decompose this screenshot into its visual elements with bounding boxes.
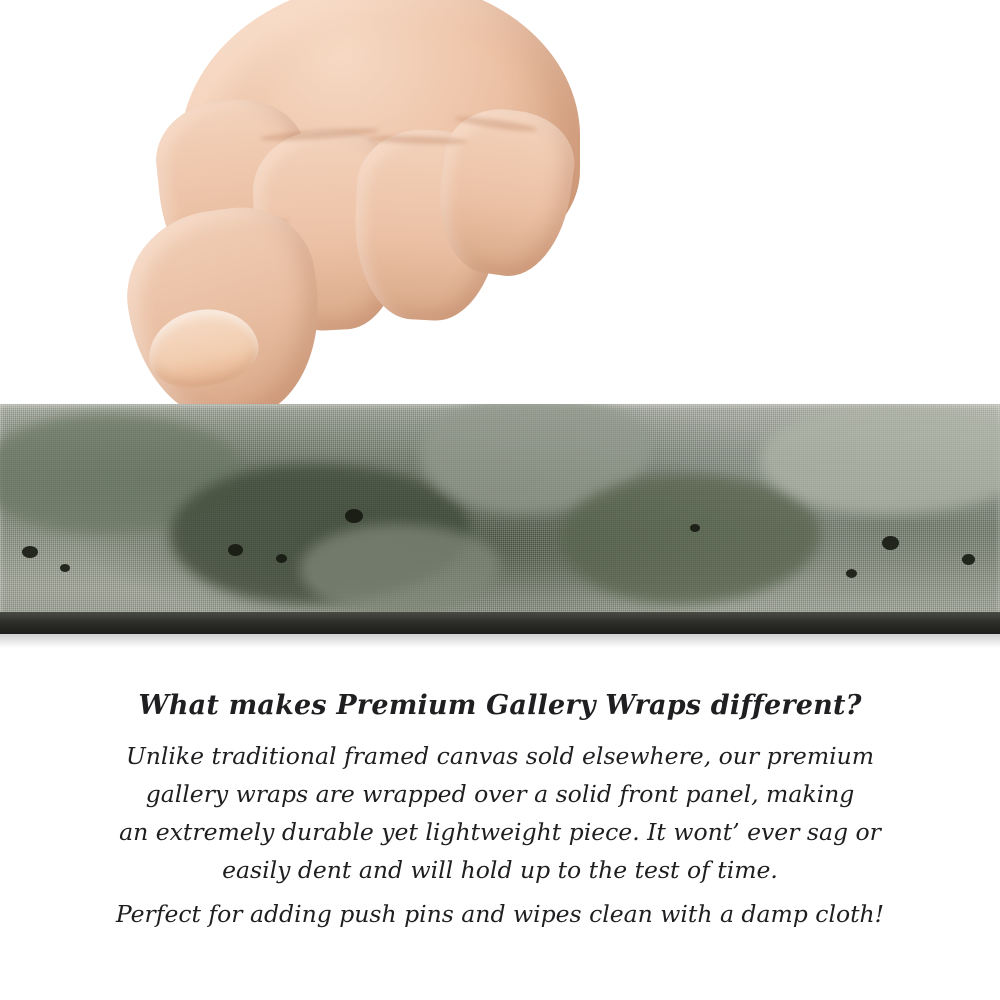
canvas-texture-splotch	[300, 524, 500, 614]
caption-line-1: Unlike traditional framed canvas sold elsewhere, our premium	[125, 742, 875, 770]
canvas-speck	[276, 554, 287, 563]
caption-closing-line: Perfect for adding push pins and wipes clean with a damp cloth!	[115, 900, 885, 929]
caption-line-3: an extremely durable yet lightweight piece. It wont’ ever sag or	[119, 818, 881, 847]
caption-heading: What makes Premium Gallery Wraps different?	[138, 690, 862, 721]
canvas-wrap-edge	[0, 404, 1000, 622]
hand-illustration	[120, 0, 600, 420]
canvas-texture-splotch	[560, 474, 820, 604]
canvas-speck	[60, 564, 70, 572]
caption-line-2: gallery wraps are wrapped over a solid front panel, making	[145, 780, 855, 809]
canvas-speck	[22, 546, 38, 558]
canvas-speck	[962, 554, 975, 565]
canvas-speck	[345, 509, 363, 523]
canvas-bottom-edge	[0, 612, 1000, 634]
canvas-texture-splotch	[760, 404, 1000, 514]
canvas-speck	[228, 544, 243, 556]
caption-line-4: easily dent and will hold up to the test of time.	[222, 856, 778, 885]
canvas-speck	[690, 524, 700, 532]
canvas-speck	[846, 569, 857, 578]
canvas-drop-shadow	[0, 634, 1000, 648]
canvas-speck	[882, 536, 899, 550]
caption-block	[0, 690, 1000, 933]
